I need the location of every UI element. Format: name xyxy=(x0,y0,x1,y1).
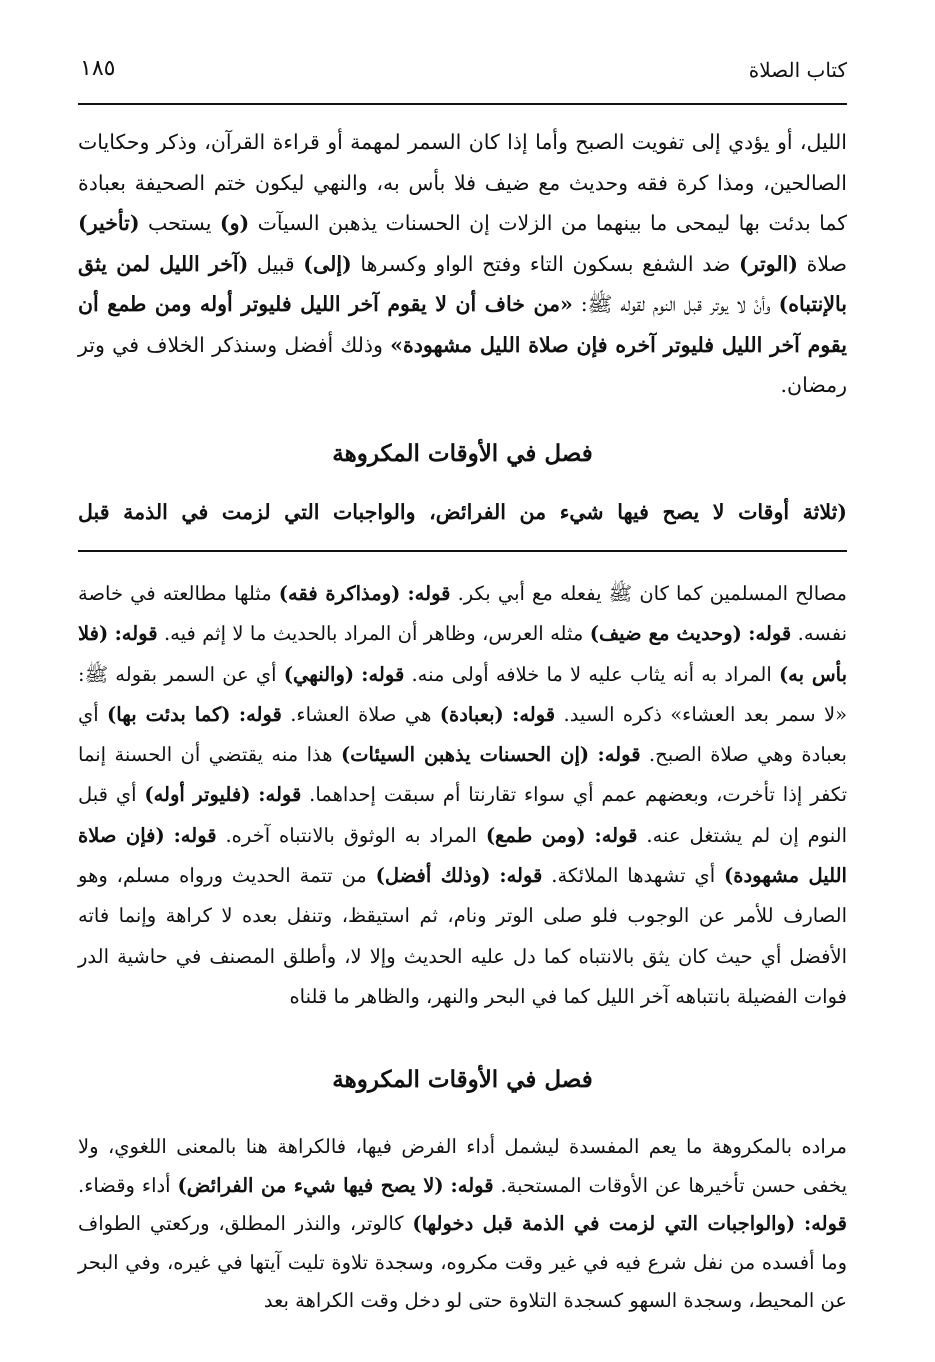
text-run-bold: قوله: xyxy=(450,1173,494,1197)
text-run-bold: (والواجبات التي لزمت في الذمة قبل دخولها) xyxy=(412,1212,796,1235)
text-run xyxy=(795,1212,804,1235)
text-run-bold: «من خاف أن لا يقوم آخر الليل فليوتر أوله ومن طمع أن يقوم آخر الليل فليوتر آخره فإن صلاة الليل مشهودة» xyxy=(78,292,847,357)
text-run-bold: قوله: xyxy=(804,1212,848,1235)
text-run: أي بعبادة وهي صلاة الصبح. xyxy=(78,702,847,767)
text-run-bold: قوله: xyxy=(258,783,302,807)
page-number: ١٨٥ xyxy=(80,56,116,81)
text-run: ضد الشفع بسكون التاء وفتح الواو وكسرها xyxy=(351,251,740,276)
text-run: وأنْ لا يوتر قبل النوم لقوله ﷺ: xyxy=(572,292,779,316)
text-run-bold: (فليوتر أوله) xyxy=(144,783,251,807)
text-run-bold: (الوتر) xyxy=(739,251,798,276)
text-run: صلاة xyxy=(798,251,848,276)
commentary-text xyxy=(78,574,847,1017)
text-run-bold: (بعبادة) xyxy=(439,702,504,726)
text-run: المراد به الوثوق بالانتباه آخره. xyxy=(216,823,486,847)
text-run-bold: قوله: xyxy=(748,622,792,646)
text-run-bold: قوله: xyxy=(594,823,638,847)
text-run-bold: (تأخير) xyxy=(78,211,140,235)
text-run-bold: (إن الحسنات يذهبن السيئات) xyxy=(340,743,590,767)
text-run xyxy=(231,703,239,726)
text-run-bold: قوله: xyxy=(238,702,282,726)
text-run: الليل، أو يؤدي إلى تفويت الصبح وأما إذا كان السمر لمهمة أو قراءة القرآن، وذكر وحكايات الصالحين، ومذا كرة فقه وحديث مع ضيف فلا بأس به، والنهي ليكون ختم الصحيفة بعبادة كما بدئت بها ليمحى ما بينهما من الزلات إن الحسنات يذهبن السيآت xyxy=(78,130,847,235)
header-rule xyxy=(78,103,847,105)
text-run: من تتمة الحديث ورواه مسلم، وهو الصارف للأمر عن الوجوب فلو صلى الوتر ونام، ثم استيقظ، وتنفل بعده لا كراهة وإنما فاته الأفضل أي حيث كان يثق بالانتباه كما دل عليه الحديث وإلا لا، وأطلق المصنف في حاشية الدر فوات الفضيلة بانتباهه آخر الليل كما في البحر والنهر، والظاهر ما قلناه xyxy=(78,864,847,1008)
commentary-text-2 xyxy=(78,1128,847,1321)
commentary-paragraph xyxy=(78,1128,847,1321)
text-run-bold: (وذلك أفضل) xyxy=(375,864,491,888)
text-run: يستحب xyxy=(139,211,220,235)
text-run-bold: قوله: xyxy=(173,823,217,847)
section-heading: فصل في الأوقات المكروهة xyxy=(332,1066,593,1093)
commentary-paragraph xyxy=(78,574,847,1017)
text-run-bold: قوله: xyxy=(512,702,556,726)
text-run: وذلك أفضل وسنذكر الخلاف في وتر رمضان. xyxy=(78,332,847,397)
main-text xyxy=(78,122,847,406)
text-run-bold: (ومن طمع) xyxy=(485,823,586,847)
text-run-bold: (ومذاكرة فقه) xyxy=(278,582,401,605)
text-run: مراده بالمكروهة ما يعم المفسدة ليشمل أداء الفرض فيها، فالكراهة هنا بالمعنى اللغوي، ولا يخفى حسن تأخيرها عن الأوقات المستحبة. xyxy=(78,1135,847,1197)
section-heading: فصل في الأوقات المكروهة xyxy=(332,440,593,467)
text-run-bold: قوله: xyxy=(407,582,451,605)
text-run xyxy=(444,1174,451,1197)
text-run xyxy=(165,824,174,847)
text-run-bold: قوله: xyxy=(114,622,158,646)
text-run: قبيل xyxy=(248,251,304,276)
text-run: مصالح المسلمين كما كان ﷺ يفعله مع أبي بكر. xyxy=(450,582,847,605)
text-run-bold: (آخر الليل لمن يثق بالإنتباه) xyxy=(78,251,847,316)
text-run xyxy=(504,703,512,726)
footnote-rule xyxy=(78,550,847,552)
text-run-bold: (وحديث مع ضيف) xyxy=(589,622,742,646)
running-header xyxy=(80,52,847,92)
text-run: أي عن السمر بقوله ﷺ: «لا سمر بعد العشاء» ذكره السيد. xyxy=(78,662,848,726)
text-run: هي صلاة العشاء. xyxy=(281,702,440,726)
main-paragraph xyxy=(78,122,847,406)
text-run-bold: (فإن صلاة الليل مشهودة) xyxy=(78,823,847,888)
matn-line: (ثلاثة أوقات لا يصح فيها شيء من الفرائض، والواجبات التي لزمت في الذمة قبل xyxy=(78,500,847,524)
text-run-bold: قوله: xyxy=(597,743,641,767)
text-run xyxy=(589,743,597,766)
text-run-bold: (إلى) xyxy=(303,251,352,276)
text-run-bold: (فلا بأس به) xyxy=(78,622,848,686)
text-run-bold: (كما بدئت بها) xyxy=(107,702,231,726)
text-run-bold: قوله: xyxy=(499,864,543,888)
text-run-bold: (لا يصح فيها شيء من الفرائض) xyxy=(177,1173,444,1197)
text-run: كالوتر، والنذر المطلق، وركعتي الطواف وما أفسده من نفل شرع فيه في غير وقت مكروه، وسجدة تلاوة تليت آيتها في غيره، وفي البحر عن المحيط، وسجدة السهو كسجدة التلاوة حتى لو دخل وقت الكراهة بعد xyxy=(78,1212,847,1312)
text-run: مثلها مطالعته في خاصة نفسه. xyxy=(78,582,847,646)
book-title: كتاب الصلاة xyxy=(748,58,847,82)
text-run: أداء وقضاء. xyxy=(78,1173,178,1197)
text-run-bold: (والنهي) xyxy=(283,662,355,686)
text-run: المراد به أنه يثاب عليه لا ما خلافه أولى منه. xyxy=(404,662,779,686)
text-run: أي قبل النوم إن لم يشتغل عنه. xyxy=(78,783,848,847)
text-run: مثله العرس، وظاهر أن المراد بالحديث ما لا إثم فيه. xyxy=(157,622,590,646)
text-run-bold: (و) xyxy=(219,211,250,235)
text-run: هذا منه يقتضي أن الحسنة إنما تكفر إذا تأخرت، وبعضهم عمم أي سواء تقارنتا أم سبقت إحداهما. xyxy=(78,743,848,807)
text-run-bold: قوله: xyxy=(361,662,405,686)
text-run: أي تشهدها الملائكة. xyxy=(542,864,724,888)
text-run xyxy=(586,824,595,847)
